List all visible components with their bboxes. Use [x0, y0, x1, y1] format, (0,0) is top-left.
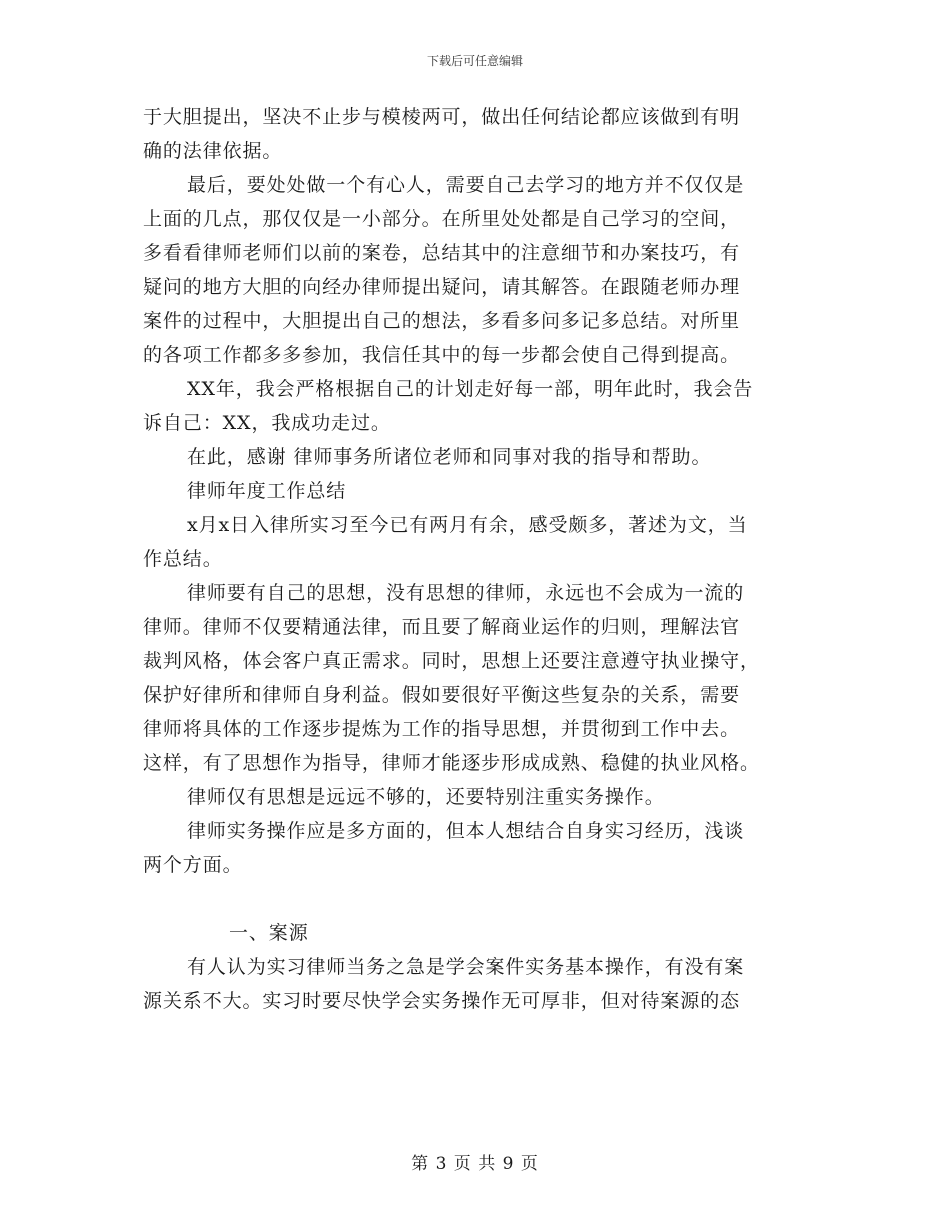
- paragraph-line: 案件的过程中，大胆提出自己的想法，多看多问多记多总结。对所里: [143, 310, 741, 332]
- paragraph-line: 保护好律所和律师自身利益。假如要很好平衡这些复杂的关系，需要: [143, 684, 741, 706]
- paragraph-line: 在此，感谢 律师事务所诸位老师和同事对我的指导和帮助。: [187, 446, 712, 468]
- paragraph-line: 疑问的地方大胆的向经办律师提出疑问，请其解答。在跟随老师办理: [143, 276, 741, 298]
- paragraph-line: 裁判风格，体会客户真正需求。同时，思想上还要注意遵守执业操守，: [143, 650, 760, 672]
- section-heading: 一、案源: [229, 922, 309, 944]
- paragraph-line: 多看看律师老师们以前的案卷，总结其中的注意细节和办案技巧，有: [143, 242, 741, 264]
- paragraph-line: 最后，要处处做一个有心人，需要自己去学习的地方并不仅仅是: [187, 174, 745, 196]
- paragraph-line: 上面的几点，那仅仅是一小部分。在所里处处都是自己学习的空间，: [143, 208, 741, 230]
- paragraph-line: 的各项工作都多多参加，我信任其中的每一步都会使自己得到提高。: [143, 344, 741, 366]
- paragraph-line: 源关系不大。实习时要尽快学会实务操作无可厚非，但对待案源的态: [143, 990, 741, 1012]
- section-title: 律师年度工作总结: [187, 480, 347, 502]
- paragraph-line: 两个方面。: [143, 854, 243, 876]
- paragraph-line: 律师。律师不仅要精通法律，而且要了解商业运作的归则，理解法官: [143, 616, 741, 638]
- paragraph-line: 律师要有自己的思想，没有思想的律师，永远也不会成为一流的: [187, 582, 745, 604]
- paragraph-line: 于大胆提出，坚决不止步与模棱两可，做出任何结论都应该做到有明: [143, 106, 741, 128]
- paragraph-line: 律师仅有思想是远远不够的，还要特别注重实务操作。: [187, 786, 665, 808]
- paragraph-line: 有人认为实习律师当务之急是学会案件实务基本操作，有没有案: [187, 956, 745, 978]
- document-body: [143, 100, 810, 1018]
- paragraph-line: 律师实务操作应是多方面的，但本人想结合自身实习经历，浅谈: [187, 820, 745, 842]
- page-number: 第 3 页 共 9 页: [411, 1154, 539, 1174]
- paragraph-line: 这样，有了思想作为指导，律师才能逐步形成成熟、稳健的执业风格。: [143, 752, 760, 774]
- paragraph-line: XX年，我会严格根据自己的计划走好每一部，明年此时，我会告: [187, 378, 754, 400]
- blank-line: [143, 882, 810, 916]
- paragraph-line: 确的法律依据。: [143, 140, 283, 162]
- paragraph-line: 律师将具体的工作逐步提炼为工作的指导思想，并贯彻到工作中去。: [143, 718, 741, 740]
- paragraph-line: 作总结。: [143, 548, 223, 570]
- paragraph-line: x月x日入律所实习至今已有两月有余，感受颇多，著述为文，当: [187, 514, 748, 536]
- paragraph-line: 诉自己：XX，我成功走过。: [143, 412, 391, 434]
- page-header: 下载后可任意编辑: [426, 54, 523, 68]
